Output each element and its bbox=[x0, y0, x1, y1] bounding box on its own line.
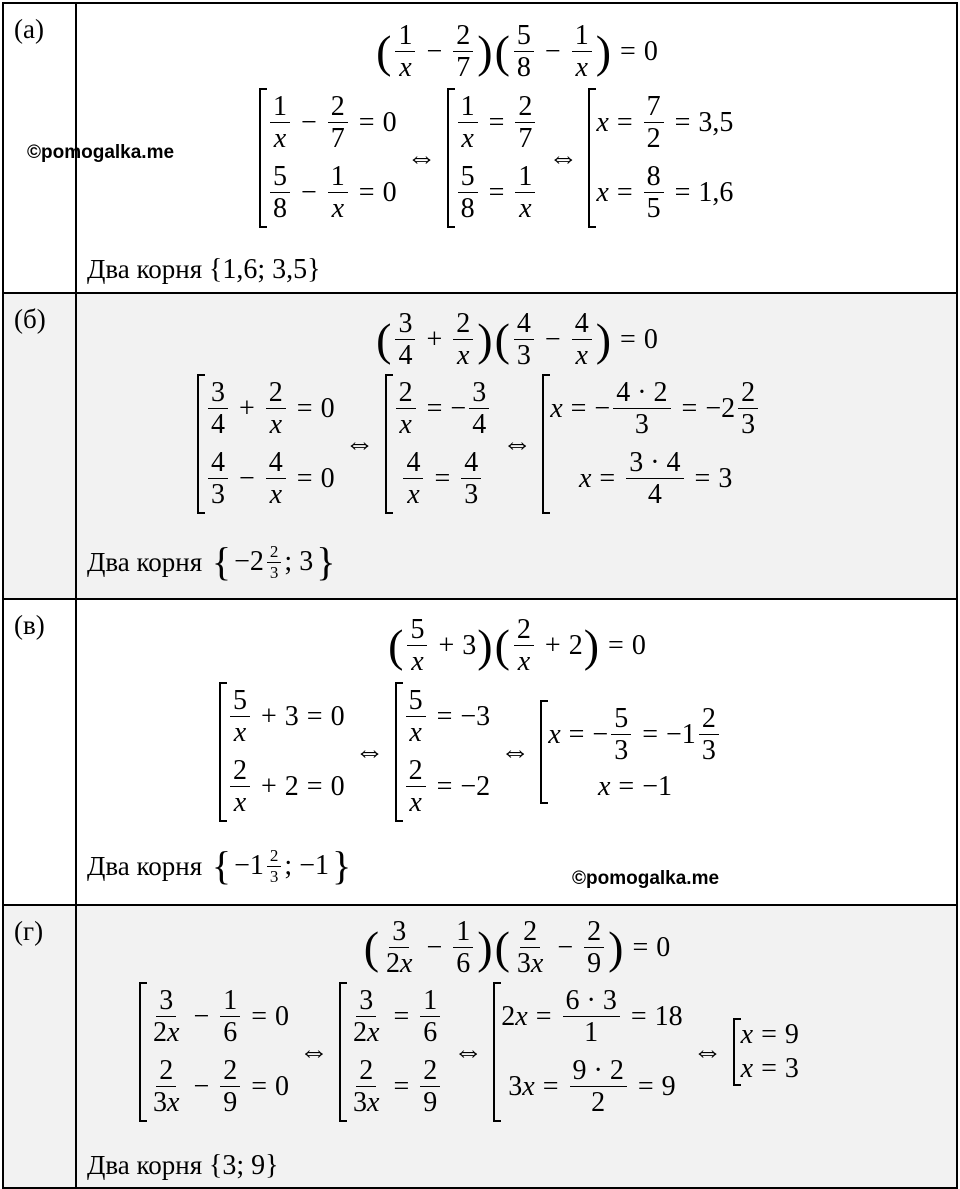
answer-prefix: Два корня bbox=[87, 850, 203, 881]
main-equation: ( $\frac{3}{2x}$ − $\frac{1}{6}$ ) ( $\frac{2}{3x}$ − $\frac{2}{9}$ ) = 0 bbox=[363, 916, 671, 980]
watermark: ©pomogalka.me bbox=[27, 142, 175, 163]
answer-prefix: Два корня bbox=[87, 546, 203, 577]
main-equation: ( $\frac{1}{x}$ − $\frac{2}{7}$ ) ( $\frac{5}{8}$ − $\frac{1}{x}$ ) = 0 bbox=[376, 20, 658, 84]
solution-cell bbox=[27, 3, 957, 293]
solution-steps: $\frac{5}{x}$ + 3 = 0 $\frac{2}{x}$ + 2 = 0 ⇔ $\frac{5}{x}$ = −3 $\frac{2}{x}$ = −2 ⇔ x = − $\frac{5}{3}$ = −1 $\frac{2}{3}$ x = −1 bbox=[219, 682, 722, 822]
watermark: ©pomogalka.me bbox=[572, 868, 720, 889]
solution-steps: $\frac{3}{2x}$ − $\frac{1}{6}$ = 0 $\frac{2}{3x}$ − $\frac{2}{9}$ = 0 ⇔ $\frac{3}{2x}$ = $\frac{1}{6}$ $\frac{2}{3x}$ = $\frac{2}{9}$ ⇔ 2 x = $\frac{6 \cdot 3}{1}$ = 18 3 x = $\frac{9 \cdot 2}{2}$ = 9 ⇔ x = 9 x = 3 bbox=[139, 982, 799, 1122]
main-equation: ( $\frac{5}{x}$ + 3 ) ( $\frac{2}{x}$ + 2 ) = 0 bbox=[388, 614, 646, 678]
row-label: (г) bbox=[3, 905, 76, 1188]
row-label: (а) bbox=[3, 3, 76, 293]
solution-cell bbox=[76, 293, 957, 599]
answer-line: Два корня {1,6; 3,5} bbox=[87, 253, 321, 285]
solutions-table bbox=[2, 2, 958, 1189]
answer-prefix: Два корня bbox=[87, 254, 203, 284]
row-label: (б) bbox=[3, 293, 76, 599]
row-label: (в) bbox=[3, 599, 76, 905]
solution-cell bbox=[76, 599, 957, 905]
solution-steps: $\frac{3}{4}$ + $\frac{2}{x}$ = 0 $\frac{4}{3}$ − $\frac{4}{x}$ = 0 ⇔ $\frac{2}{x}$ = − $\frac{3}{4}$ $\frac{4}{x}$ = $\frac{4}{3}$ ⇔ x = − $\frac{4 \cdot 2}{3}$ = −2 $\frac{2}{3}$ x = $\frac{3 \cdot 4}{4}$ = 3 bbox=[197, 374, 761, 514]
main-equation: ( $\frac{3}{4}$ + $\frac{2}{x}$ ) ( $\frac{4}{3}$ − $\frac{4}{x}$ ) = 0 bbox=[376, 308, 658, 372]
answer-line: Два корня {3; 9} bbox=[87, 1149, 279, 1181]
answer-line: Два корня { −1 $\frac{2}{3}$ ; −1 } bbox=[87, 843, 352, 889]
solution-cell bbox=[76, 905, 957, 1188]
answer-prefix: Два корня bbox=[87, 1150, 203, 1180]
answer-line: Два корня { −2 $\frac{2}{3}$ ; 3 } bbox=[87, 539, 336, 585]
solution-steps: $\frac{1}{x}$ − $\frac{2}{7}$ = 0 $\frac{5}{8}$ − $\frac{1}{x}$ = 0 ⇔ $\frac{1}{x}$ = $\frac{2}{7}$ $\frac{5}{8}$ = $\frac{1}{x}$ ⇔ x = $\frac{7}{2}$ = 3,5 x = $\frac{8}{5}$ = 1,6 bbox=[259, 88, 733, 228]
